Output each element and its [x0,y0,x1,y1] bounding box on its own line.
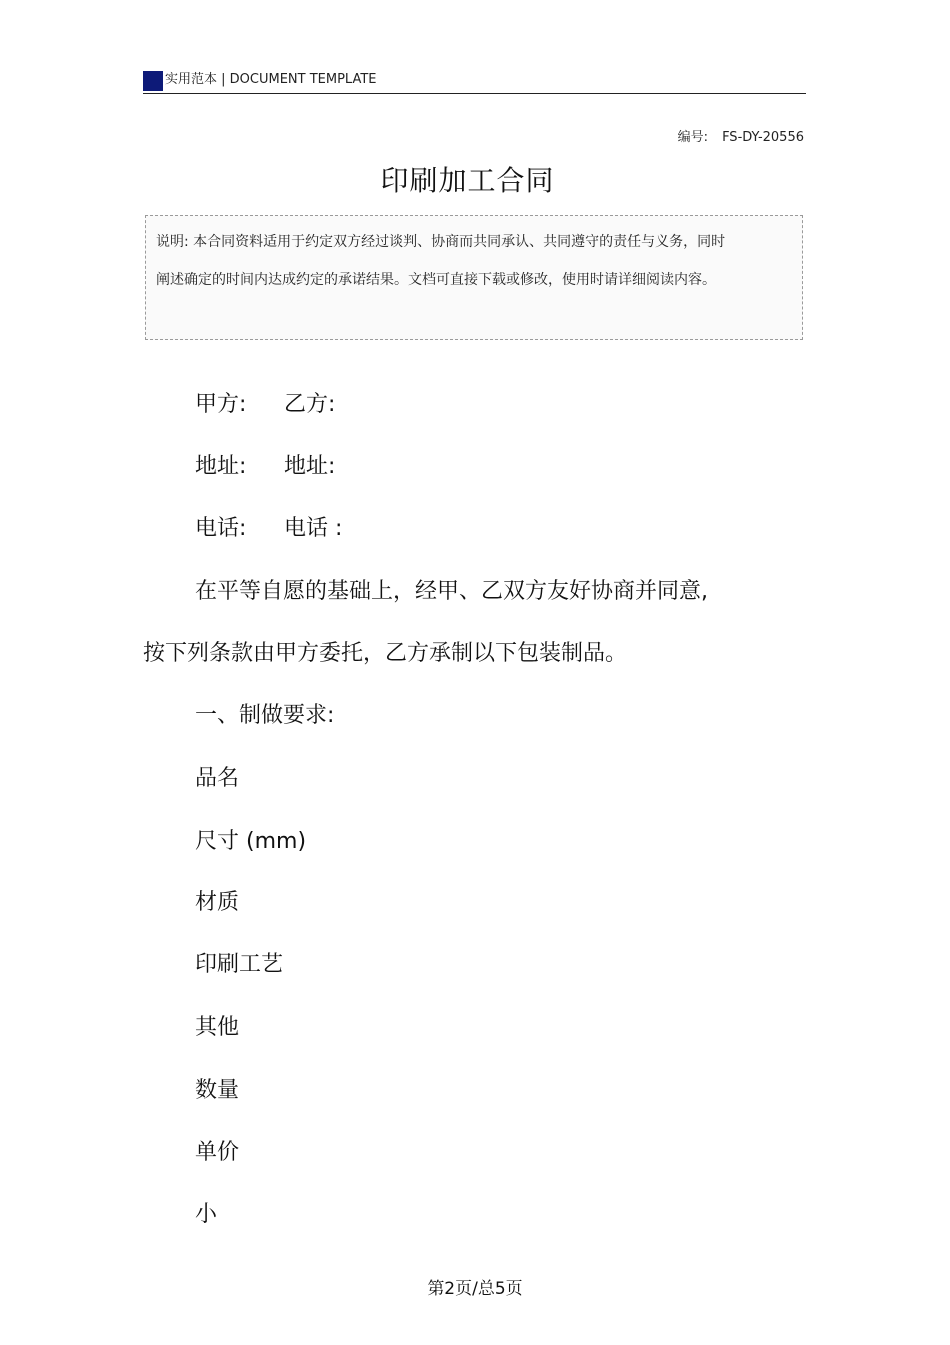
list-item: 单价 [195,1140,240,1165]
party-b-label: 乙方: [284,392,336,417]
page-number-footer: 第2页/总5页 [427,1279,523,1299]
phone-a-label: 电话: [195,516,247,541]
header-logo-mark [143,71,163,91]
header-divider [143,93,806,94]
document-number [678,126,804,145]
intro-paragraph-line2: 按下列条款由甲方委托，乙方承制以下包装制品。 [143,641,628,666]
description-box [145,215,803,340]
list-item: 其他 [195,1015,240,1040]
page-title: 印刷加工合同 [380,164,555,197]
intro-paragraph-line1: 在平等自愿的基础上，经甲、乙双方友好协商并同意, [195,579,708,604]
list-item: 小 [195,1202,218,1227]
party-a-label: 甲方: [195,392,247,417]
document-number-value: FS-DY-20556 [722,130,804,145]
section-heading: 一、制做要求: [195,703,335,728]
list-item: 材质 [195,890,240,915]
header-title: 实用范本 | DOCUMENT TEMPLATE [165,72,377,87]
address-a-label: 地址: [195,454,247,479]
list-item: 印刷工艺 [195,952,284,977]
phone-b-label: 电话 : [284,516,343,541]
address-b-label: 地址: [284,454,336,479]
list-item: 尺寸 (mm) [195,829,307,854]
list-item: 数量 [195,1078,240,1103]
description-text: 说明: 本合同资料适用于约定双方经过谈判、协商而共同承认、共同遵守的责任与义务，同时阐述确定的时间内达成约定的承诺结果。文档可直接下载或修改，使用时请详细阅读内容。 [156,234,726,288]
document-number-label: 编号: [677,130,709,145]
list-item: 品名 [195,766,240,791]
